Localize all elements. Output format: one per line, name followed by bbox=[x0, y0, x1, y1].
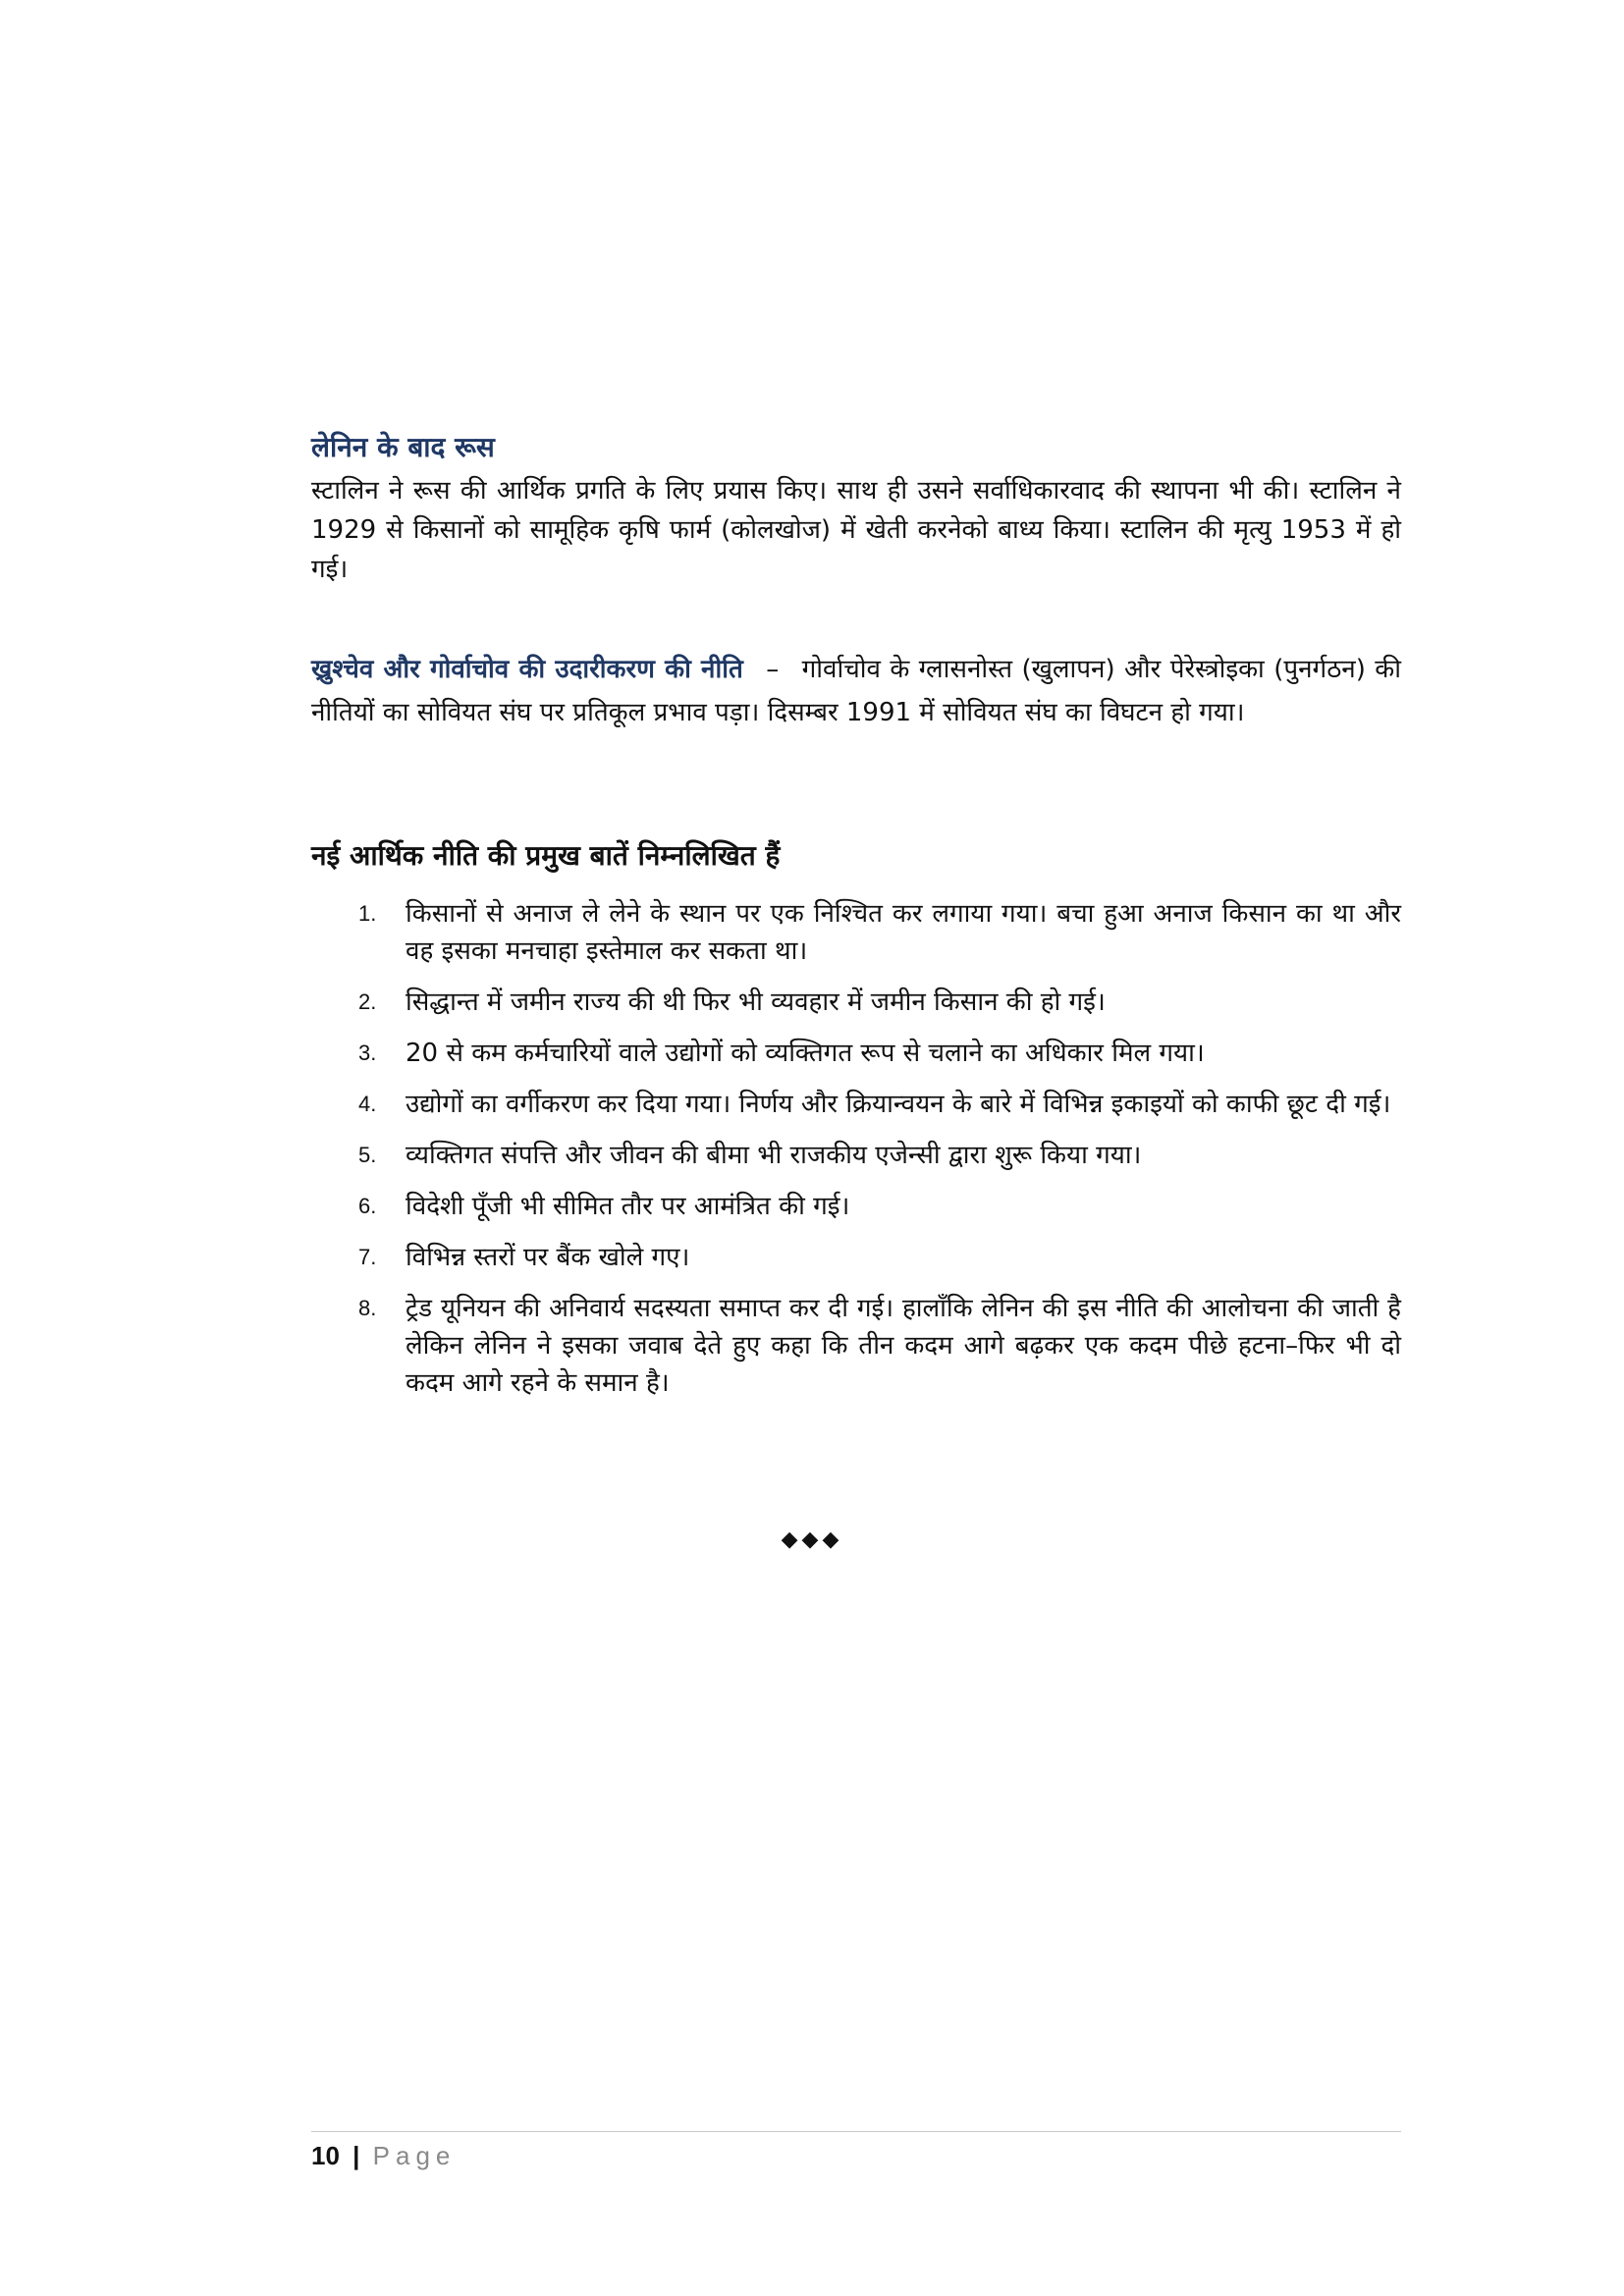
list-item bbox=[311, 1188, 1401, 1225]
heading-dash: – bbox=[766, 655, 780, 684]
list-text: सिद्धान्त में जमीन राज्य की थी फिर भी व्यवहार में जमीन किसान की हो गई। bbox=[406, 988, 1106, 1017]
list-number: 8. bbox=[358, 1296, 377, 1320]
list-item bbox=[311, 984, 1401, 1021]
list-number: 2. bbox=[358, 989, 377, 1014]
list-text: 20 से कम कर्मचारियों वाले उद्योगों को व्यक्तिगत रूप से चलाने का अधिकार मिल गया। bbox=[406, 1039, 1205, 1068]
paragraph-text: गोर्वाचोव के ग्लासनोस्त (खुलापन) और पेरेस्त्रोइका (पुनर्गठन) की नीतियों का सोवियत संघ पर प्रतिकूल प्रभाव पड़ा। दिसम्बर 1991 में सोवियत संघ का विघटन हो गया। bbox=[311, 655, 1402, 727]
list-item bbox=[311, 1137, 1401, 1174]
page-number: 10 bbox=[311, 2141, 340, 2170]
inline-heading: ख्रुश्चेव और गोर्वाचोव की उदारीकरण की नीति bbox=[311, 655, 743, 684]
list-item bbox=[311, 1290, 1401, 1402]
page-label: Page bbox=[372, 2141, 457, 2170]
list-item bbox=[311, 895, 1401, 970]
list-number: 1. bbox=[358, 901, 377, 926]
list-number: 5. bbox=[358, 1143, 377, 1167]
section-heading: नई आर्थिक नीति की प्रमुख बातें निम्नलिखित हैं bbox=[311, 839, 781, 872]
list-text: ट्रेड यूनियन की अनिवार्य सदस्यता समाप्त कर दी गई। हालाँकि लेनिन की इस नीति की आलोचना की जाती है लेकिन लेनिन ने इसका जवाब देते हुए कहा कि तीन कदम आगे बढ़कर एक कदम पीछे हटना–फिर भी दो कदम आगे रहने के समान है। bbox=[406, 1294, 1401, 1398]
section-liberalization-policy bbox=[311, 648, 1401, 734]
footer-separator: | bbox=[352, 2141, 360, 2170]
list-number: 6. bbox=[358, 1194, 377, 1218]
list-text: व्यक्तिगत संपत्ति और जीवन की बीमा भी राजकीय एजेन्सी द्वारा शुरू किया गया। bbox=[406, 1141, 1142, 1170]
section-body bbox=[311, 648, 1401, 734]
list-number: 4. bbox=[358, 1092, 377, 1116]
list-item bbox=[311, 1239, 1401, 1276]
page-footer bbox=[311, 2138, 456, 2173]
list-item bbox=[311, 1086, 1401, 1123]
diamond-ornament-divider: ◆◆◆ bbox=[781, 1527, 843, 1552]
list-number: 7. bbox=[358, 1245, 377, 1269]
list-item bbox=[311, 1035, 1401, 1072]
list-text: उद्योगों का वर्गीकरण कर दिया गया। निर्णय और क्रियान्वयन के बारे में विभिन्न इकाइयों को काफी छूट दी गई। bbox=[406, 1090, 1391, 1119]
footer-divider bbox=[311, 2131, 1401, 2132]
section-lenin-after bbox=[311, 428, 1401, 589]
section-heading: लेनिन के बाद रूस bbox=[311, 431, 495, 463]
list-text: विदेशी पूँजी भी सीमित तौर पर आमंत्रित की गई। bbox=[406, 1192, 850, 1221]
section-new-economic-policy bbox=[311, 836, 1401, 876]
section-body: स्टालिन ने रूस की आर्थिक प्रगति के लिए प्रयास किए। साथ ही उसने सर्वाधिकारवाद की स्थापना भी की। स्टालिन ने 1929 से किसानों को सामूहिक कृषि फार्म (कोलखोज) में खेती करनेको बाध्य किया। स्टालिन की मृत्यु 1953 में हो गई। bbox=[311, 476, 1401, 584]
list-text: किसानों से अनाज ले लेने के स्थान पर एक निश्चित कर लगाया गया। बचा हुआ अनाज किसान का था और वह इसका मनचाहा इस्तेमाल कर सकता था। bbox=[406, 899, 1401, 966]
list-text: विभिन्न स्तरों पर बैंक खोले गए। bbox=[406, 1243, 690, 1272]
list-number: 3. bbox=[358, 1041, 377, 1065]
numbered-list bbox=[311, 895, 1401, 1415]
